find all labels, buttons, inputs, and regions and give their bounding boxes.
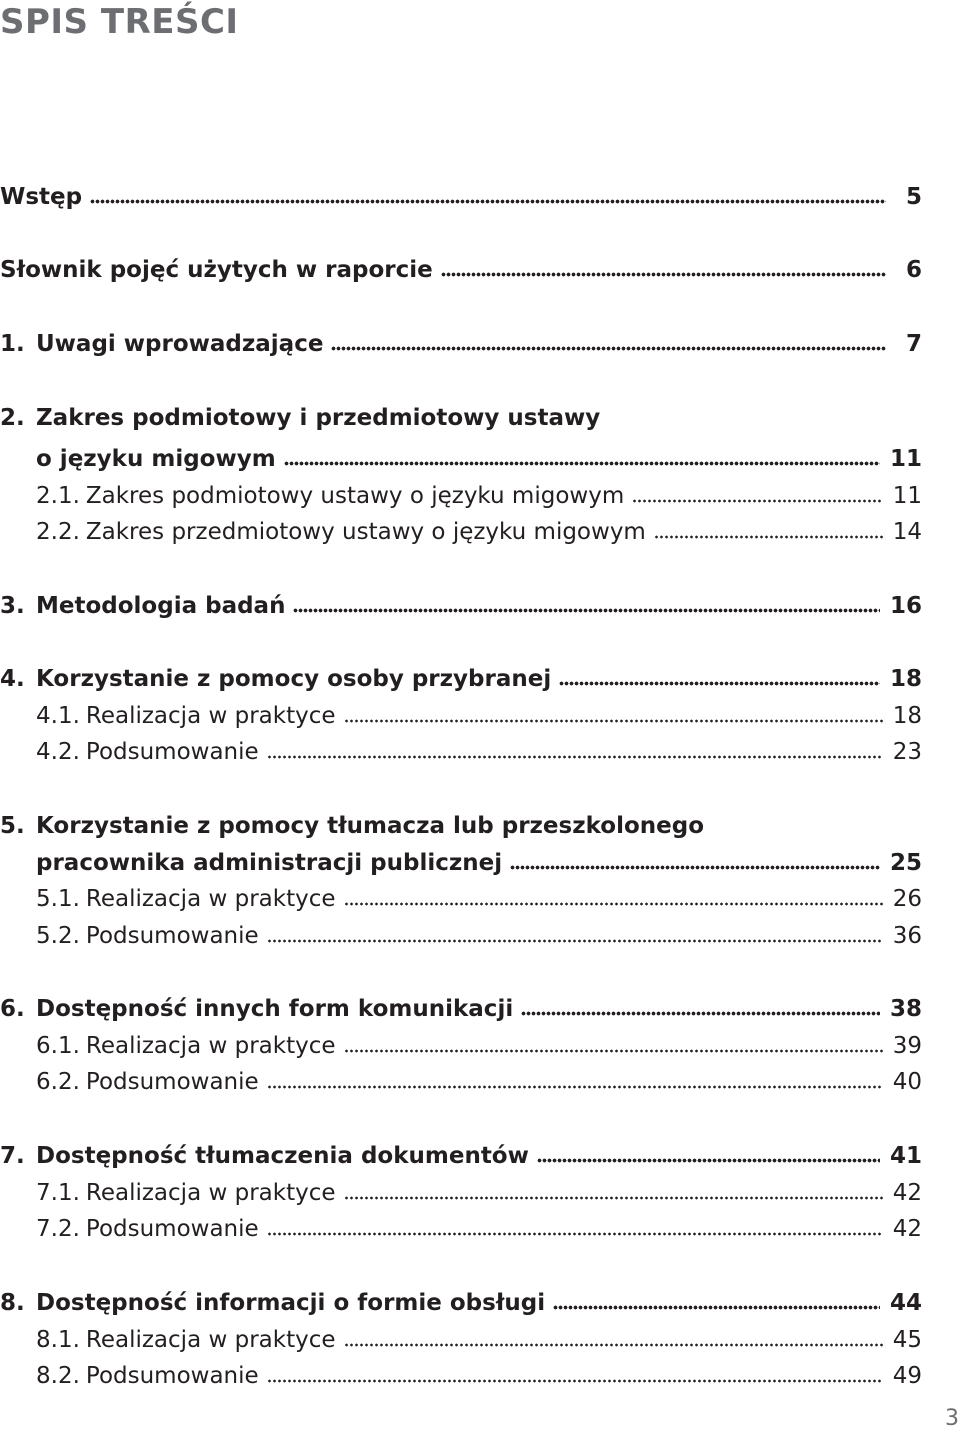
toc-entry-page: 5 xyxy=(905,184,922,210)
toc-entry-label: Podsumowanie xyxy=(85,739,259,765)
toc-entry[interactable] xyxy=(0,1215,922,1243)
toc-entry-label: Podsumowanie xyxy=(85,1069,259,1095)
toc-entry-page: 49 xyxy=(892,1363,922,1389)
toc-entry[interactable] xyxy=(0,183,922,211)
toc-entry-number: 2.1. xyxy=(36,483,80,509)
toc-entry[interactable] xyxy=(0,995,922,1023)
toc-entry-page: 44 xyxy=(889,1290,922,1316)
toc-entry-label: Podsumowanie xyxy=(85,1216,259,1242)
toc-entry-page: 18 xyxy=(892,703,922,729)
toc-entry-label: Podsumowanie xyxy=(85,1363,259,1389)
toc-entry[interactable] xyxy=(0,849,922,877)
toc-entry-number: 5.1. xyxy=(36,886,80,912)
toc-entry-label: o języku migowym xyxy=(36,446,276,472)
toc-entry-page: 40 xyxy=(892,1069,922,1095)
toc-entry-number: 4.2. xyxy=(36,739,80,765)
toc-entry-page: 18 xyxy=(889,666,922,692)
toc-entry-label: Realizacja w praktyce xyxy=(85,886,336,912)
page-number: 3 xyxy=(945,1406,959,1431)
toc-entry-number: 6.1. xyxy=(36,1033,80,1059)
toc-entry-number: 7.1. xyxy=(36,1180,80,1206)
toc-entry[interactable] xyxy=(0,1142,922,1170)
toc-entry-label: Uwagi wprowadzające xyxy=(36,331,324,357)
dot-leader xyxy=(510,865,880,870)
dot-leader xyxy=(344,1343,883,1347)
toc-entry-label: Zakres podmiotowy ustawy o języku migowym xyxy=(85,483,625,509)
toc-entry-page: 25 xyxy=(889,850,922,876)
toc-entry[interactable] xyxy=(0,1289,922,1317)
dot-leader xyxy=(331,346,886,351)
toc-entry-page: 14 xyxy=(892,519,922,545)
toc-entry-number: 2.2. xyxy=(36,519,80,545)
toc-entry[interactable] xyxy=(0,885,922,913)
dot-leader xyxy=(90,199,886,204)
toc-entry[interactable] xyxy=(0,702,922,730)
toc-entry-label: Zakres podmiotowy i przedmiotowy ustawy xyxy=(36,405,601,431)
toc-entry-page: 6 xyxy=(905,257,922,283)
toc-entry[interactable] xyxy=(0,738,922,766)
toc-entry-number: 6.2. xyxy=(36,1069,80,1095)
toc-entry-number: 8.2. xyxy=(36,1363,80,1389)
toc-entry[interactable] xyxy=(0,592,922,620)
toc-entry-label: Korzystanie z pomocy tłumacza lub przeszkolonego xyxy=(36,813,705,839)
toc-entry[interactable] xyxy=(0,445,922,473)
toc-entry[interactable] xyxy=(0,1032,922,1060)
toc-entry[interactable] xyxy=(0,922,922,950)
toc-entry-page: 16 xyxy=(889,593,922,619)
dot-leader xyxy=(344,1196,883,1200)
toc-entry[interactable] xyxy=(0,518,922,546)
toc-entry-page: 39 xyxy=(892,1033,922,1059)
toc-entry-number: 5.2. xyxy=(36,923,80,949)
dot-leader xyxy=(553,1305,880,1310)
toc-entry[interactable] xyxy=(0,1179,922,1207)
toc-entry-number: 6. xyxy=(0,996,25,1022)
toc-entry-number: 1. xyxy=(0,331,25,357)
toc-entry-label: Dostępność tłumaczenia dokumentów xyxy=(36,1143,529,1169)
dot-leader xyxy=(284,461,880,466)
dot-leader xyxy=(632,499,882,503)
toc-entry-label-line1 xyxy=(0,404,600,432)
toc-entry-page: 23 xyxy=(892,739,922,765)
toc-entry-label: Realizacja w praktyce xyxy=(85,1327,336,1353)
toc-entry[interactable] xyxy=(0,482,922,510)
toc-entry-label: Zakres przedmiotowy ustawy o języku migowym xyxy=(85,519,646,545)
toc-entry-number: 4. xyxy=(0,666,25,692)
toc-entry-label-line1 xyxy=(0,812,704,840)
dot-leader xyxy=(344,1049,883,1053)
toc-entry-label: Podsumowanie xyxy=(85,923,259,949)
toc-entry-number: 7.2. xyxy=(36,1216,80,1242)
toc-entry-page: 41 xyxy=(889,1143,922,1169)
toc-entry[interactable] xyxy=(0,665,922,693)
toc-entry[interactable] xyxy=(0,1362,922,1390)
toc-entry-page: 26 xyxy=(892,886,922,912)
dot-leader xyxy=(654,535,883,539)
toc-entry-number: 4.1. xyxy=(36,703,80,729)
dot-leader xyxy=(344,902,883,906)
toc-entry-label: Słownik pojęć użytych w raporcie xyxy=(0,257,433,283)
toc-entry-label: Metodologia badań xyxy=(36,593,286,619)
toc-entry-label: Realizacja w praktyce xyxy=(85,1180,336,1206)
toc-entry-number: 7. xyxy=(0,1143,25,1169)
page-title: SPIS TREŚCI xyxy=(0,2,239,42)
toc-entry-number: 5. xyxy=(0,813,25,839)
dot-leader xyxy=(537,1158,880,1163)
dot-leader xyxy=(267,1379,883,1383)
toc-entry-label: pracownika administracji publicznej xyxy=(36,850,503,876)
dot-leader xyxy=(344,719,883,723)
dot-leader xyxy=(293,608,880,613)
toc-entry-page: 42 xyxy=(892,1216,922,1242)
dot-leader xyxy=(559,681,880,686)
toc-entry[interactable] xyxy=(0,330,922,358)
toc-entry[interactable] xyxy=(0,256,922,284)
dot-leader xyxy=(267,939,883,943)
toc-entry-label: Wstęp xyxy=(0,184,83,210)
toc-entry-page: 42 xyxy=(892,1180,922,1206)
toc-entry-page: 11 xyxy=(889,446,922,472)
toc-entry[interactable] xyxy=(0,1326,922,1354)
toc-entry-page: 36 xyxy=(892,923,922,949)
toc-entry-page: 38 xyxy=(889,996,922,1022)
dot-leader xyxy=(267,1085,883,1089)
toc-entry-label: Dostępność innych form komunikacji xyxy=(36,996,514,1022)
dot-leader xyxy=(267,755,883,759)
toc-entry-label: Realizacja w praktyce xyxy=(85,1033,336,1059)
dot-leader xyxy=(441,272,886,277)
toc-entry-label: Korzystanie z pomocy osoby przybranej xyxy=(36,666,552,692)
toc-entry-number: 8.1. xyxy=(36,1327,80,1353)
toc-entry-number: 2. xyxy=(0,405,25,431)
toc-entry-page: 45 xyxy=(892,1327,922,1353)
toc-entry-label: Realizacja w praktyce xyxy=(85,703,336,729)
toc-entry-number: 3. xyxy=(0,593,25,619)
dot-leader xyxy=(267,1232,883,1236)
toc-entry[interactable] xyxy=(0,1068,922,1096)
toc-entry-page: 7 xyxy=(905,331,922,357)
toc-entry-number: 8. xyxy=(0,1290,25,1316)
toc-entry-label: Dostępność informacji o formie obsługi xyxy=(36,1290,546,1316)
dot-leader xyxy=(521,1011,880,1016)
toc-entry-page: 11 xyxy=(892,483,922,509)
